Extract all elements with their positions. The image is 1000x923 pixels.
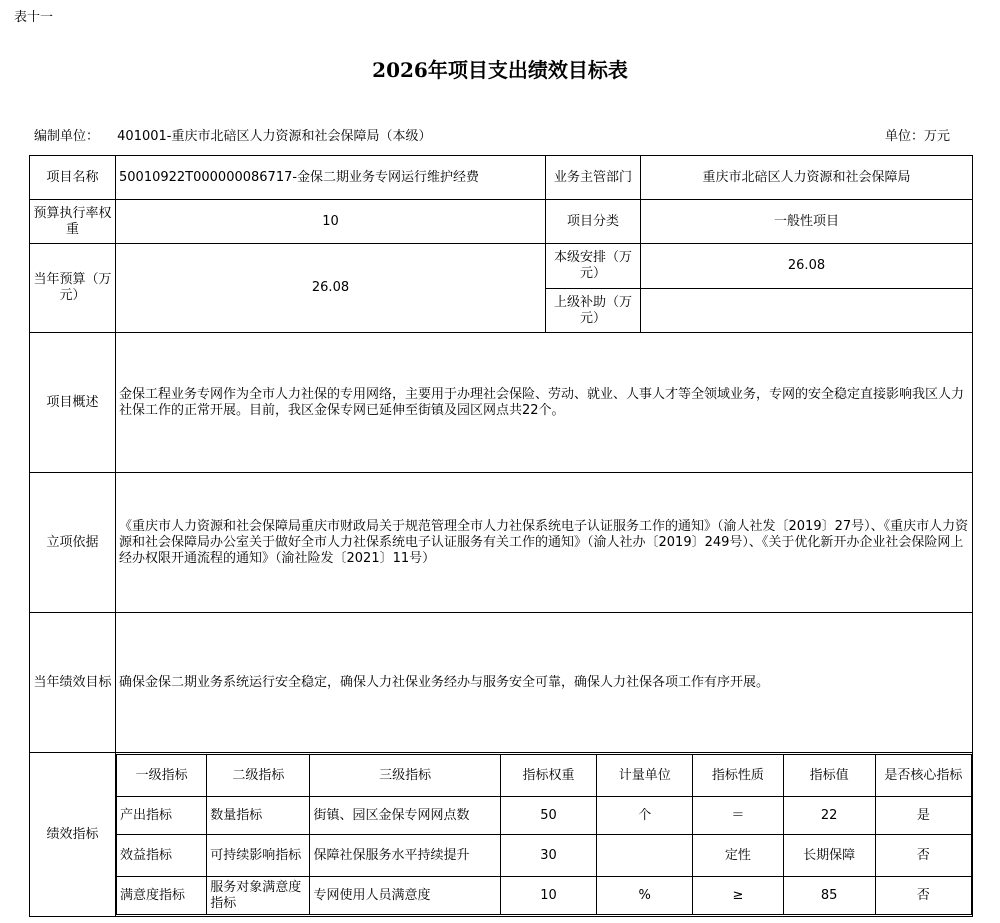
goal-text: 确保金保二期业务系统运行安全稳定，确保人力社保业务经办与服务安全可靠，确保人力社保各项工作有序开展。	[116, 613, 973, 753]
row-weight: 10	[500, 877, 596, 915]
indicators-table	[116, 754, 972, 915]
budget-value: 26.08	[116, 244, 546, 333]
unit-label: 单位：万元	[885, 129, 951, 144]
project-name-value: 50010922T000000086717-金保二期业务专网运行维护经费	[116, 156, 546, 200]
row-unit	[597, 835, 693, 877]
basis-label: 立项依据	[30, 473, 116, 613]
row-weight: 30	[500, 835, 596, 877]
overview-label: 项目概述	[30, 333, 116, 473]
upper-label: 上级补助（万元）	[546, 289, 641, 333]
category-label: 项目分类	[546, 200, 641, 244]
row-l2: 数量指标	[207, 797, 310, 835]
row-core: 否	[875, 877, 971, 915]
header-l1: 一级指标	[117, 755, 207, 797]
budget-label: 当年预算（万元）	[30, 244, 116, 333]
row-value: 长期保障	[783, 835, 875, 877]
row-unit: %	[597, 877, 693, 915]
row-l1: 产出指标	[117, 797, 207, 835]
row-l3: 专网使用人员满意度	[310, 877, 500, 915]
table-row	[117, 877, 972, 915]
page-title: 2026年项目支出绩效目标表	[372, 58, 628, 82]
row-l3: 街镇、园区金保专网网点数	[310, 797, 500, 835]
dept-label: 业务主管部门	[546, 156, 641, 200]
row-core: 否	[875, 835, 971, 877]
indicators-label: 绩效指标	[30, 753, 116, 917]
row-value: 85	[783, 877, 875, 915]
header-l3: 三级指标	[310, 755, 500, 797]
header-nature: 指标性质	[693, 755, 783, 797]
row-weight: 50	[500, 797, 596, 835]
header-l2: 二级指标	[207, 755, 310, 797]
local-value: 26.08	[641, 244, 973, 289]
header-weight: 指标权重	[500, 755, 596, 797]
org-label: 编制单位：	[34, 129, 100, 144]
dept-value: 重庆市北碚区人力资源和社会保障局	[641, 156, 973, 200]
row-l2: 可持续影响指标	[207, 835, 310, 877]
org-line	[34, 125, 431, 144]
category-value: 一般性项目	[641, 200, 973, 244]
basis-text: 《重庆市人力资源和社会保障局重庆市财政局关于规范管理全市人力社保系统电子认证服务工作的通知》（渝人社发〔2019〕27号）、《重庆市人力资源和社会保障局办公室关于做好全市人力社保系统电子认证服务有关工作的通知》（渝人社办〔2019〕249号）、《关于优化新开办企业社会保险网上经办权限开通流程的通知》（渝社险发〔2021〕11号）	[116, 473, 973, 613]
row-l1: 满意度指标	[117, 877, 207, 915]
goal-label: 当年绩效目标	[30, 613, 116, 753]
row-l3: 保障社保服务水平持续提升	[310, 835, 500, 877]
indicator-header-row	[117, 755, 972, 797]
row-l2: 服务对象满意度指标	[207, 877, 310, 915]
overview-text: 金保工程业务专网作为全市人力社保的专用网络，主要用于办理社会保险、劳动、就业、人事人才等全领域业务，专网的安全稳定直接影响我区人力社保工作的正常开展。目前，我区金保专网已延伸至街镇及园区网点共22个。	[116, 333, 973, 473]
table-row	[117, 835, 972, 877]
row-nature: ≥	[693, 877, 783, 915]
indicators-cell	[116, 753, 973, 917]
project-name-label: 项目名称	[30, 156, 116, 200]
performance-table	[29, 155, 973, 917]
header-core: 是否核心指标	[875, 755, 971, 797]
header-unit: 计量单位	[597, 755, 693, 797]
exec-weight-value: 10	[116, 200, 546, 244]
row-core: 是	[875, 797, 971, 835]
exec-weight-label: 预算执行率权重	[30, 200, 116, 244]
table-row	[117, 797, 972, 835]
upper-value	[641, 289, 973, 333]
row-l1: 效益指标	[117, 835, 207, 877]
row-nature: ＝	[693, 797, 783, 835]
org-value: 401001-重庆市北碚区人力资源和社会保障局（本级）	[117, 129, 432, 144]
row-nature: 定性	[693, 835, 783, 877]
row-value: 22	[783, 797, 875, 835]
table-number: 表十一	[14, 10, 54, 25]
header-value: 指标值	[783, 755, 875, 797]
local-label: 本级安排（万元）	[546, 244, 641, 289]
row-unit: 个	[597, 797, 693, 835]
